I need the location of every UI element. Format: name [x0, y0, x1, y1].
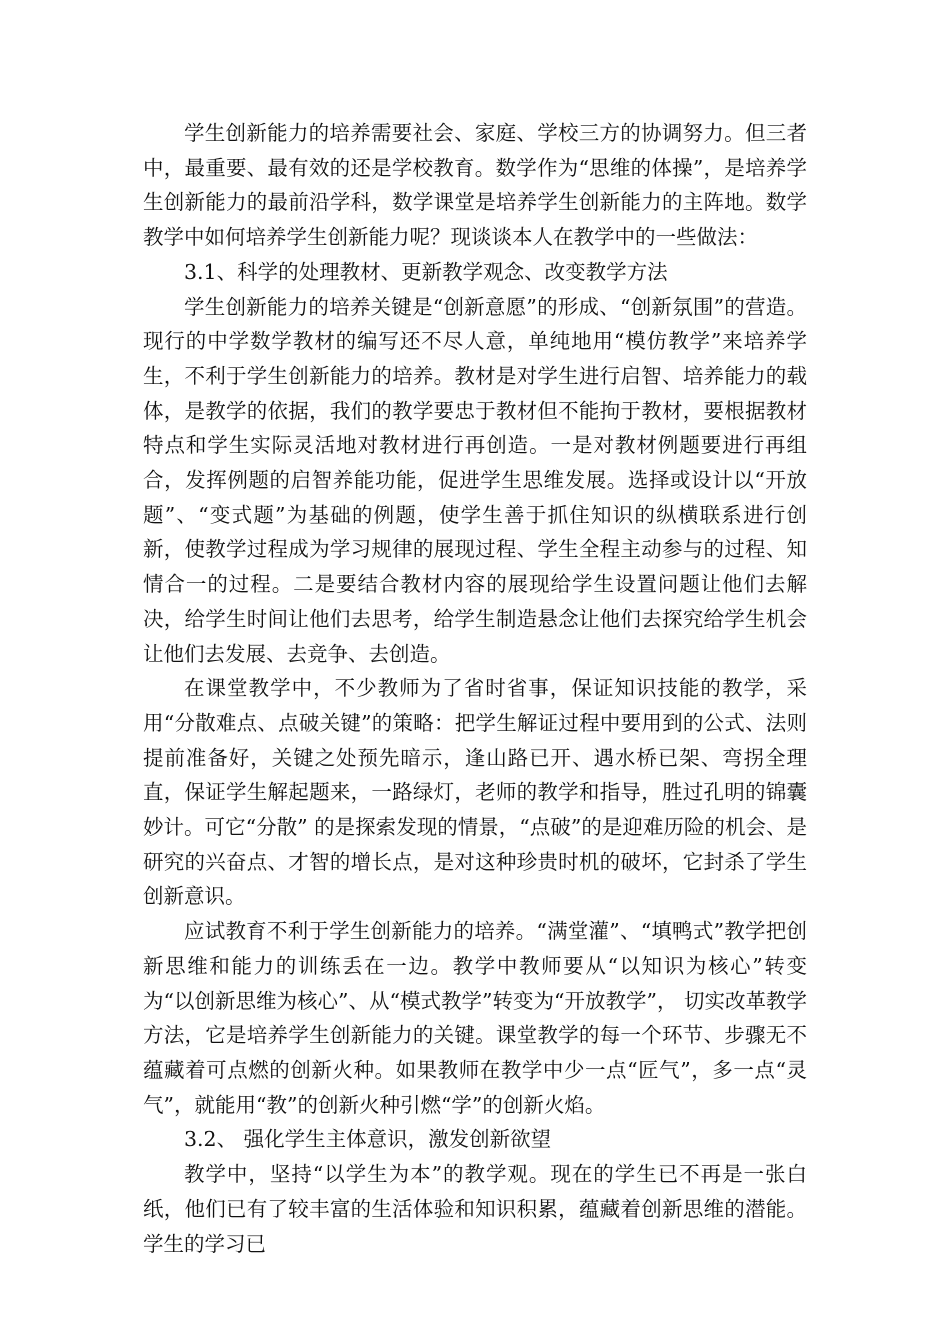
section-heading-3-2: 3.2、 强化学生主体意识，激发创新欲望: [184, 1127, 552, 1152]
paragraph-student-centered: 教学中，坚持“以学生为本”的教学观。现在的学生已不再是一张白纸，他们已有了较丰富的生活体验和知识积累，蕴藏着创新思维的潜能。学生的学习已: [143, 1162, 807, 1256]
document-page: [143, 116, 807, 1261]
paragraph-exam-education: 应试教育不利于学生创新能力的培养。“满堂灌”、“填鸭式”教学把创新思维和能力的训练丢在一边。教学中教师要从“以知识为核心”转变为“以创新思维为核心”、从“模式教学”转变为“开放教学”， 切实改革教学方法，它是培养学生创新能力的关键。课堂教学的每一个环节、步骤无不蕴藏着可点燃的创新火种。如果教师在教学中少一点“匠气”，多一点“灵气”，就能用“教”的创新火种引燃“学”的创新火焰。: [143, 919, 807, 1117]
section-heading-3-1: 3.1、科学的处理教材、更新教学观念、改变教学方法: [184, 259, 668, 284]
paragraph-creative-intent: 学生创新能力的培养关键是“创新意愿”的形成、“创新氛围”的营造。现行的中学数学教材的编写还不尽人意，单纯地用“模仿教学”来培养学生，不利于学生创新能力的培养。教材是对学生进行启智、培养能力的载体，是教学的依据，我们的教学要忠于教材但不能拘于教材，要根据教材特点和学生实际灵活地对教材进行再创造。一是对教材例题要进行再组合，发挥例题的启智养能功能，促进学生思维发展。选择或设计以“开放题”、“变式题”为基础的例题，使学生善于抓住知识的纵横联系进行创新，使教学过程成为学习规律的展现过程、学生全程主动参与的过程、知情合一的过程。二是要结合教材内容的展现给学生设置问题让他们去解决，给学生时间让他们去思考，给学生制造悬念让他们去探究给学生机会让他们去发展、去竞争、去创造。: [143, 294, 807, 666]
paragraph-intro: 学生创新能力的培养需要社会、家庭、学校三方的协调努力。但三者中，最重要、最有效的还是学校教育。数学作为“思维的体操”，是培养学生创新能力的最前沿学科，数学课堂是培养学生创新能力的主阵地。数学教学中如何培养学生创新能力呢？现谈谈本人在教学中的一些做法：: [143, 121, 807, 250]
paragraph-classroom-teaching: 在课堂教学中，不少教师为了省时省事，保证知识技能的教学，采用“分散难点、点破关键”的策略：把学生解证过程中要用到的公式、法则提前准备好，关键之处预先暗示，逢山路已开、遇水桥已架、弯拐全理直，保证学生解起题来，一路绿灯，老师的教学和指导，胜过孔明的锦囊妙计。可它“分散” 的是探索发现的情景，“点破”的是迎难历险的机会、是研究的兴奋点、才智的增长点，是对这种珍贵时机的破坏，它封杀了学生创新意识。: [143, 676, 807, 909]
